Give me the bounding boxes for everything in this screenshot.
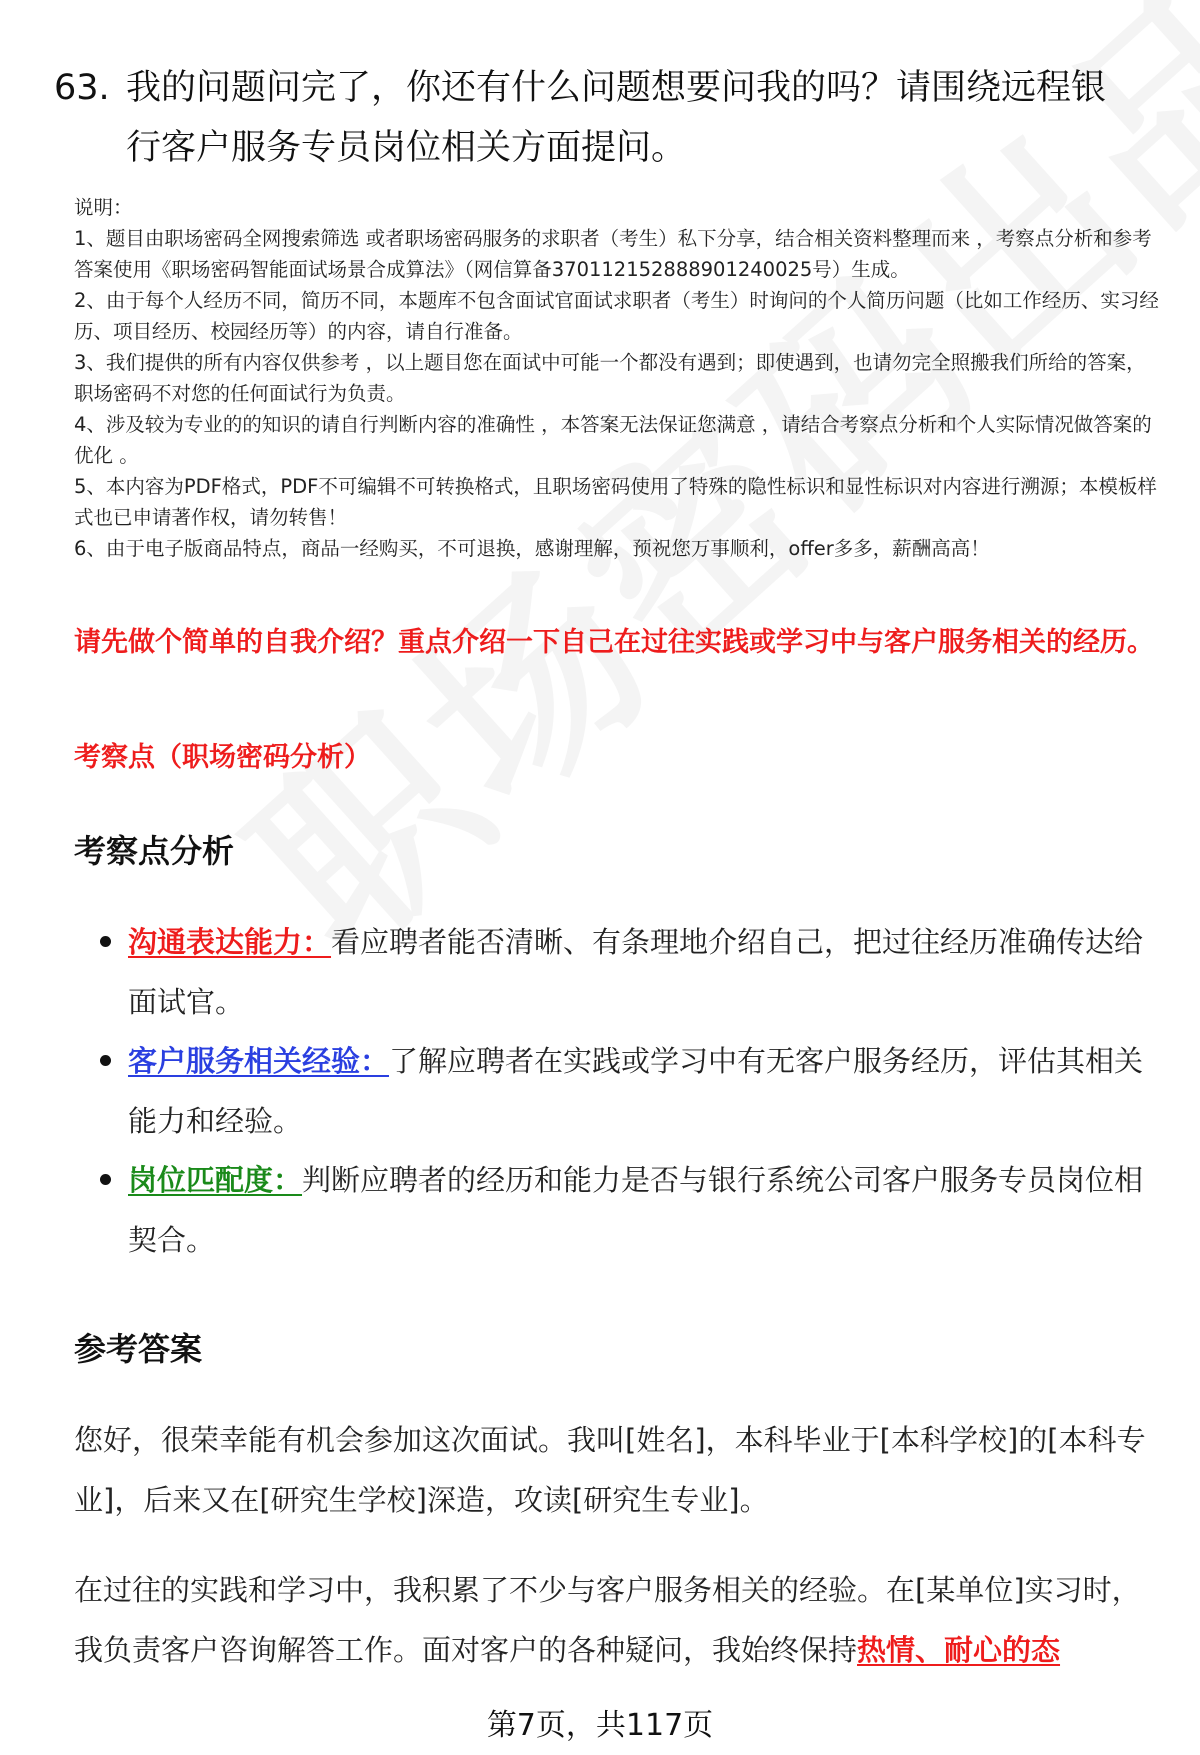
notes-block xyxy=(74,192,1159,564)
answer-paragraph-1: 您好，很荣幸能有机会参加这次面试。我叫[姓名]，本科毕业于[本科学校]的[本科专业]，后来又在[研究生学校]深造，攻读[研究生专业]。 xyxy=(74,1423,1146,1517)
answer-paragraph-2-text: 在过往的实践和学习中，我积累了不少与客户服务相关的经验。在[某单位]实习时，我负责客户咨询解答工作。面对客户的各种疑问，我始终保持 xyxy=(74,1573,1141,1667)
note-item: 2、由于每个人经历不同，简历不同，本题库不包含面试官面试求职者（考生）时询问的个人简历问题（比如工作经历、实习经历、项目经历、校园经历等）的内容，请自行准备。 xyxy=(74,289,1159,343)
analysis-keyword: 岗位匹配度： xyxy=(128,1163,303,1197)
bullet-icon xyxy=(100,1174,111,1185)
analysis-item xyxy=(74,1150,1154,1270)
notes-heading: 说明： xyxy=(74,196,133,219)
note-item: 3、我们提供的所有内容仅供参考 ，以上题目您在面试中可能一个都没有遇到；即使遇到，也请勿完全照搬我们所给的答案，职场密码不对您的任何面试行为负责。 xyxy=(74,351,1146,405)
bullet-icon xyxy=(100,1055,111,1066)
analysis-list xyxy=(74,912,1154,1269)
answer-highlight: 热情、耐心的态 xyxy=(857,1633,1061,1667)
answer-paragraph-2 xyxy=(74,1560,1154,1680)
analysis-text: 了解应聘者在实践或学习中有无客户服务经历，评估其相关能力和经验。 xyxy=(128,1044,1144,1138)
analysis-text: 判断应聘者的经历和能力是否与银行系统公司客户服务专员岗位相契合。 xyxy=(128,1163,1144,1257)
analysis-heading: 考察点分析 xyxy=(74,832,235,870)
analysis-keyword: 沟通表达能力： xyxy=(128,925,332,959)
question-line-1: 我的问题问完了，你还有什么问题想要问我的吗？请围绕远程银 xyxy=(126,68,1107,108)
analysis-text: 看应聘者能否清晰、有条理地介绍自己，把过往经历准确传达给面试官。 xyxy=(128,925,1144,1019)
answer-heading: 参考答案 xyxy=(74,1330,203,1368)
question-number: 63. xyxy=(54,68,110,108)
page-footer: 第7页，共117页 xyxy=(486,1708,714,1743)
note-item: 6、由于电子版商品特点，商品一经购买，不可退换，感谢理解，预祝您万事顺利，offer多多，薪酬高高！ xyxy=(74,537,990,560)
analysis-item xyxy=(74,1031,1154,1151)
analysis-item xyxy=(74,912,1154,1032)
kaocha-label: 考察点（职场密码分析） xyxy=(74,742,371,773)
note-item: 5、本内容为PDF格式，PDF不可编辑不可转换格式，且职场密码使用了特殊的隐性标识和显性标识对内容进行溯源；本模板样式也已申请著作权，请勿转售！ xyxy=(74,475,1157,529)
sub-question: 请先做个简单的自我介绍？重点介绍一下自己在过往实践或学习中与客户服务相关的经历。 xyxy=(74,627,1154,658)
bullet-icon xyxy=(100,936,111,947)
question-line-2: 行客户服务专员岗位相关方面提问。 xyxy=(126,128,687,168)
note-item: 1、题目由职场密码全网搜索筛选 或者职场密码服务的求职者（考生）私下分享，结合相关资料整理而来 ，考察点分析和参考答案使用《职场密码智能面试场景合成算法》（网信算备370112152888901240025号）生成。 xyxy=(74,227,1152,281)
question-title xyxy=(54,58,1144,178)
note-item: 4、涉及较为专业的的知识的请自行判断内容的准确性 ，本答案无法保证您满意 ，请结合考察点分析和个人实际情况做答案的优化 。 xyxy=(74,413,1152,467)
analysis-keyword: 客户服务相关经验： xyxy=(128,1044,390,1078)
